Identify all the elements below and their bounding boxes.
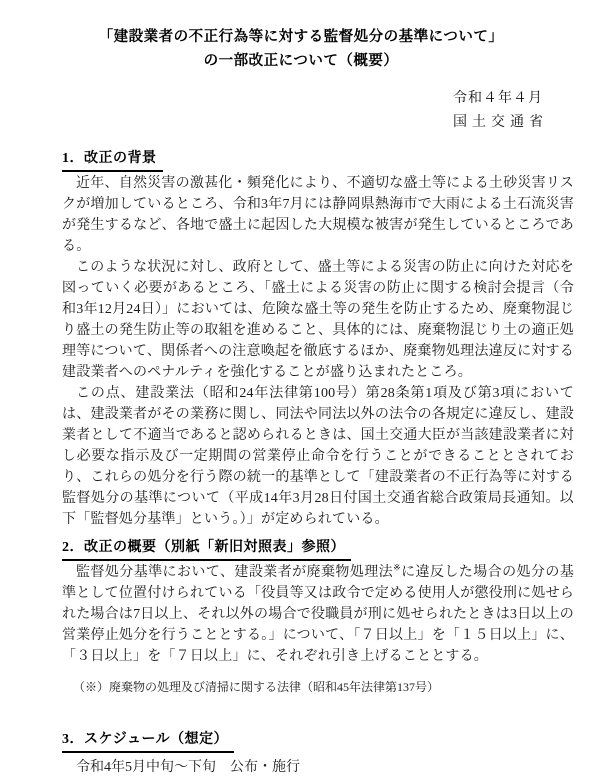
footnote-reference-mark: ※: [393, 562, 402, 573]
document-organization: 国土交通省: [453, 115, 548, 130]
overview-paragraph-part2: に違反した場合の処分の基準として位置付けられている「役員等又は政令で定める使用人が懲役刑に処せられた場合は7日以上、それ以外の場合で役職員が刑に処せられたときは3日以上の営業停止処分を行うこととする。」について、「７日以上」を「１５日以上」に、「３日以上」を「７日以上」に、それぞれ引き上げることとする。: [62, 565, 574, 664]
background-paragraph-2: このような状況に対し、政府として、盛土等による災害の防止に向けた対応を図っていく必要があるところ、「盛土による災害の防止に関する検討会提言（令和3年12月24日）」においては、危険な盛土等の発生を防止するため、廃棄物混じり盛土の発生防止等の取組を進めること、具体的には、廃棄物混じり土の適正処理等について、関係者への注意喚起を徹底するほか、廃棄物処理法違反に対する建設業者へのペナルティを強化することが盛り込まれたところ。: [62, 260, 574, 380]
section-background-heading: [62, 149, 574, 172]
background-paragraph-3: この点、建設業法（昭和24年法律第100号）第28条第1項及び第3項においては、建設業者がその業務に関し、同法や同法以外の法令の各規定に違反し、建設業者として不適当であると認められるときは、国土交通大臣が当該建設業者に対し必要な指示及び一定期間の営業停止命令を行うことができることとされており、これらの処分を行う際の統一的基準として「建設業者の不正行為等に対する監督処分の基準について（平成14年3月28日付国土交通省総合政策局長通知。以下「監督処分基準」という。）」が定められている。: [62, 386, 574, 527]
section-schedule-heading-text: 3．スケジュール（想定）: [62, 730, 234, 753]
document-title-line1: 「建設業者の不正行為等に対する監督処分の基準について」: [98, 29, 504, 45]
section-overview-heading-text: 2．改正の概要（別紙「新旧対照表」参照）: [62, 538, 351, 561]
document-date: 令和４年４月: [453, 91, 543, 106]
document-byline: [0, 87, 602, 135]
document-title: [0, 0, 602, 73]
section-overview: [62, 538, 574, 696]
section-schedule-heading: [62, 730, 574, 753]
footnote: （※）廃棄物の処理及び清掃に関する法律（昭和45年法律第137号）: [73, 680, 440, 694]
section-background: [62, 149, 574, 530]
section-overview-heading: [62, 538, 574, 561]
section-schedule: [62, 730, 574, 778]
background-paragraph-1: 近年、自然災害の激甚化・頻発化により、不適切な盛土等による土砂災害リスクが増加しているところ、令和3年7月には静岡県熱海市で大雨による土石流災害が発生するなど、各地で盛土に起因した大規模な被害が発生しているところである。: [62, 176, 574, 254]
section-background-heading-text: 1．改正の背景: [62, 149, 163, 172]
overview-paragraph: [62, 562, 574, 667]
document-title-line2: の一部改正について（概要）: [203, 53, 399, 69]
overview-paragraph-part1: 監督処分基準において、建設業者が廃棄物処理法: [76, 565, 394, 580]
schedule-body: 令和4年5月中旬～下旬 公布・施行: [76, 760, 300, 775]
